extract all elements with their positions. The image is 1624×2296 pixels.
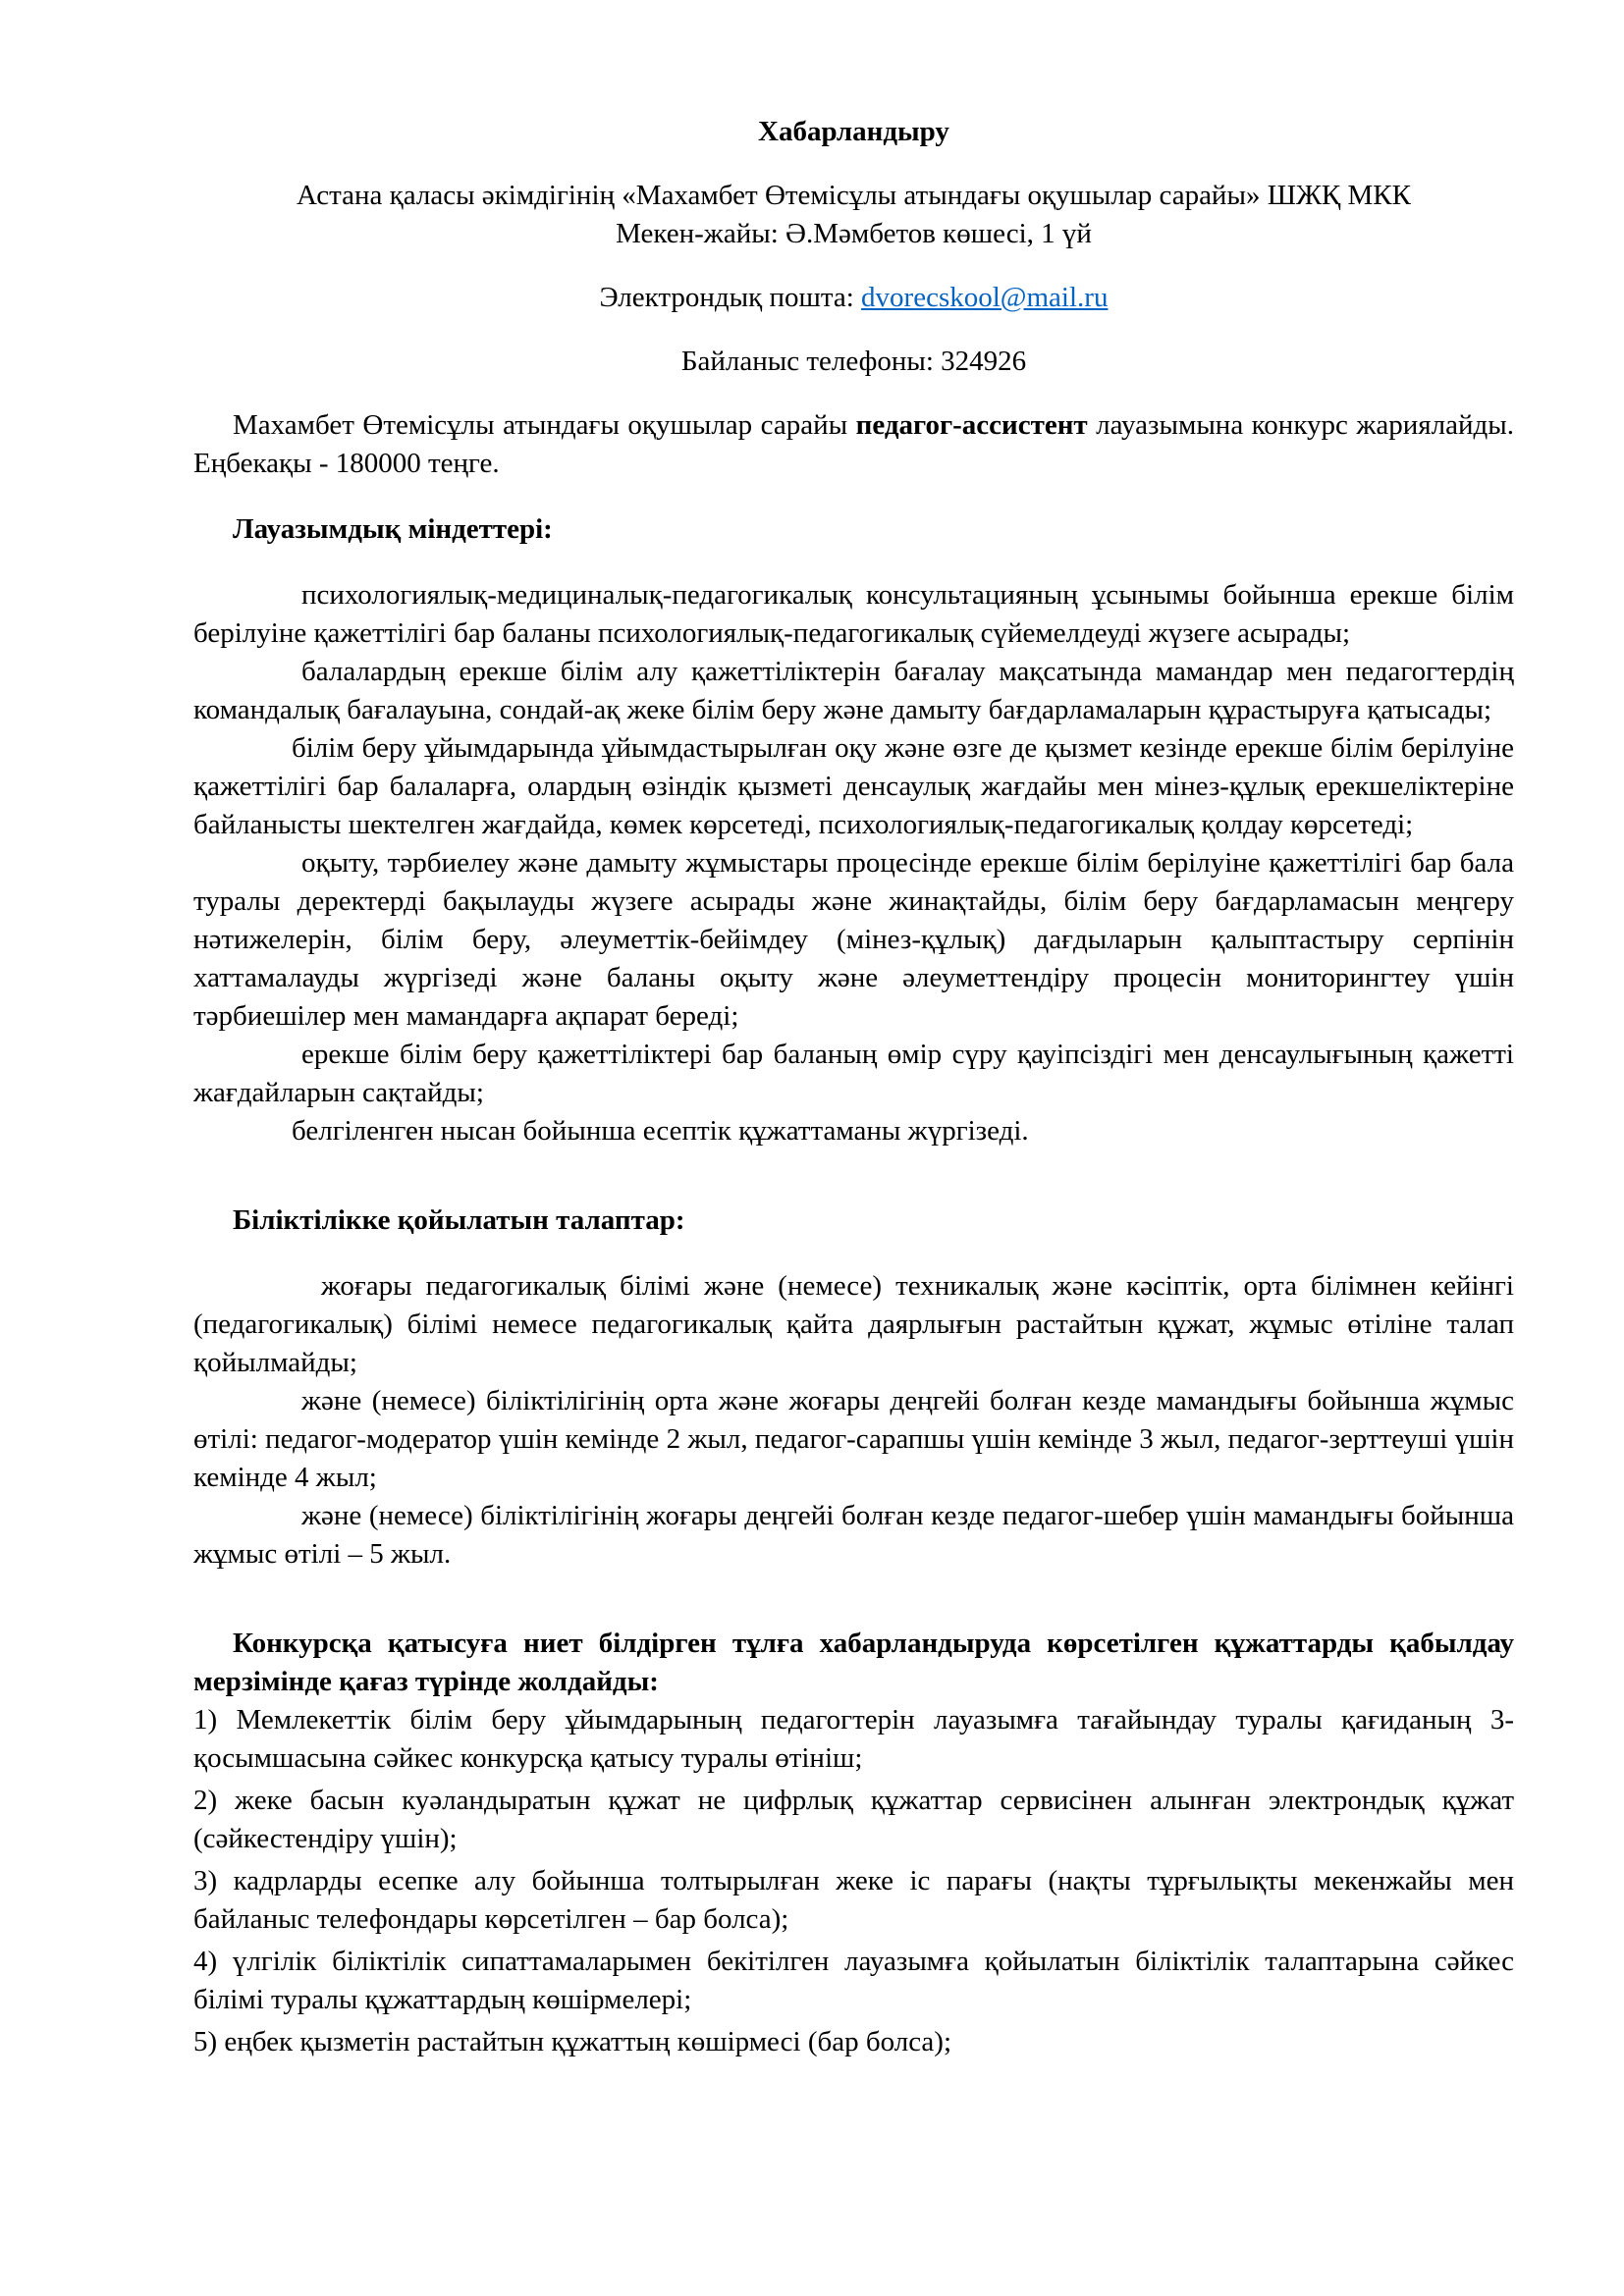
requirement-item: және (немесе) біліктілігінің орта және жоғары деңгейі болған кезде мамандығы бойынша жұмыс өтілі: педагог-модератор үшін кемінде 2 жыл, педагог-сарапшы үшін кемінде 3 жыл, педагог-зерттеуші үшін кемінде 4 жыл; bbox=[193, 1385, 1514, 1493]
document-list-item: 4) үлгілік біліктілік сипаттамаларымен бекітілген лауазымға қойылатын біліктілік талаптарына сәйкес білімі туралы құжаттардың көшірмелері; bbox=[193, 1946, 1514, 2015]
duty-item: ерекше білім беру қажеттіліктері бар баланың өмір сүру қауіпсіздігі мен денсаулығының қажетті жағдайларын сақтайды; bbox=[193, 1039, 1514, 1108]
intro-text-before: Махамбет Өтемісұлы атындағы оқушылар сарайы bbox=[233, 409, 856, 441]
documents-heading: Конкурсқа қатысуға ниет білдірген тұлға хабарландыруда көрсетілген құжаттарды қабылдау мерзімінде қағаз түрінде жолдайды: bbox=[193, 1628, 1514, 1697]
duty-item: білім беру ұйымдарында ұйымдастырылған оқу және өзге де қызмет кезінде ерекше білім берілуіне қажеттілігі бар балаларға, олардың өзіндік қызметі денсаулық жағдайы мен мінез-құлық ерекшеліктеріне байланысты шектелген жағдайда, көмек көрсетеді, психологиялық-педагогикалық қолдау көрсетеді; bbox=[193, 732, 1514, 840]
email-link[interactable]: dvorecskool@mail.ru bbox=[861, 282, 1109, 313]
intro-text-after: лауазымына конкурс жариялайды. Еңбекақы - 180000 теңге. bbox=[193, 409, 1514, 479]
document-list-item: 3) кадрларды есепке алу бойынша толтырылған жеке іс парағы (нақты тұрғылықты мекенжайы мен байланыс телефондары көрсетілген – бар болса); bbox=[193, 1865, 1514, 1935]
page-title: Хабарландыру bbox=[758, 116, 949, 147]
requirement-item: жоғары педагогикалық білімі және (немесе) техникалық және кәсіптік, орта білімнен кейінгі (педагогикалық) білімі немесе педагогикалық қайта даярлығын растайтын құжат, жұмыс өтіліне талап қойылмайды; bbox=[193, 1270, 1514, 1378]
duty-item: оқыту, тәрбиелеу және дамыту жұмыстары процесінде ерекше білім берілуіне қажеттілігі бар бала туралы деректерді бақылауды жүзеге асырады және жинақтайды, білім беру бағдарламасын меңгеру нәтижелерін, білім беру, әлеуметтік-бейімдеу (мінез-құлық) дағдыларын қалыптастыру серпінін хаттамалауды жүргізеді және баланы оқыту және әлеуметтендіру процесін мониторингтеу үшін тәрбиешілер мен мамандарға ақпарат береді; bbox=[193, 847, 1514, 1032]
address-line: Мекен-жайы: Ә.Мәмбетов көшесі, 1 үй bbox=[616, 218, 1092, 249]
duty-item: балалардың ерекше білім алу қажеттіліктерін бағалау мақсатында мамандар мен педагогтердің командалық бағалауына, сондай-ақ жеке білім беру және дамыту бағдарламаларын құрастыруға қатысады; bbox=[193, 656, 1514, 725]
duties-heading: Лауазымдық міндеттері: bbox=[233, 513, 553, 545]
duty-item: белгіленген нысан бойынша есептік құжаттаманы жүргізеді. bbox=[292, 1115, 1029, 1147]
requirements-heading: Біліктілікке қойылатын талаптар: bbox=[233, 1204, 685, 1236]
intro-position-bold: педагог-ассистент bbox=[855, 409, 1088, 441]
duty-item: психологиялық-медициналық-педагогикалық консультацияның ұсынымы бойынша ерекше білім берілуіне қажеттілігі бар баланы психологиялық-педагогикалық сүйемелдеуді жүзеге асырады; bbox=[193, 579, 1514, 649]
phone-line: Байланыс телефоны: 324926 bbox=[680, 346, 1027, 377]
email-line bbox=[193, 279, 1514, 317]
document-list-item: 5) еңбек қызметін растайтын құжаттың көшірмесі (бар болса); bbox=[193, 2026, 952, 2057]
document-list-item: 1) Мемлекеттік білім беру ұйымдарының педагогтерін лауазымға тағайындау туралы қағиданың 3- қосымшасына сәйкес конкурсқа қатысу туралы өтініш; bbox=[193, 1704, 1514, 1774]
email-label: Электрондық пошта: bbox=[599, 282, 862, 313]
requirement-item: және (немесе) біліктілігінің жоғары деңгейі болған кезде педагог-шебер үшін мамандығы бойынша жұмыс өтілі – 5 жыл. bbox=[193, 1500, 1514, 1570]
document-content bbox=[193, 113, 1514, 2065]
intro-paragraph bbox=[193, 406, 1514, 483]
org-line: Астана қаласы әкімдігінің «Махамбет Өтемісұлы атындағы оқушылар сарайы» ШЖҚ МКК bbox=[297, 180, 1411, 211]
document-list-item: 2) жеке басын куәландыратын құжат не цифрлық құжаттар сервисінен алынған электрондық құжат (сәйкестендіру үшін); bbox=[193, 1785, 1514, 1854]
